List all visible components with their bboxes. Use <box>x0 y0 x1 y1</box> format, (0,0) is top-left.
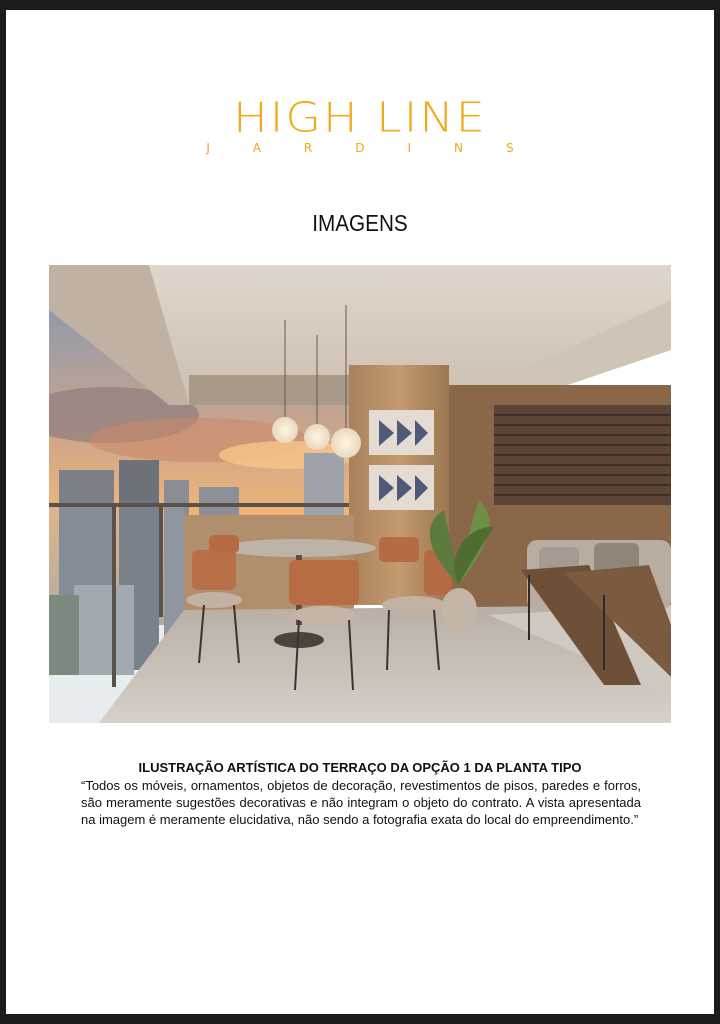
brand-logo <box>6 94 714 156</box>
logo-subtitle-text: JARDINS <box>206 141 557 155</box>
section-title: IMAGENS <box>312 210 408 236</box>
document-page <box>6 10 714 1014</box>
image-caption-title: ILUSTRAÇÃO ARTÍSTICA DO TERRAÇO DA OPÇÃO 1 DA PLANTA TIPO <box>138 760 582 775</box>
terrace-illustration-image <box>49 265 671 723</box>
image-disclaimer-text: “Todos os móveis, ornamentos, objetos de decoração, revestimentos de pisos, paredes e forros, são meramente sugestões decorativas e não integram o objeto do contrato. A vista apresentada na imagem é meramente elucidativa, não sendo a fotografia exata do local do empreendimento.” <box>81 778 641 827</box>
logo-brand-text: HIGH LINE <box>233 92 487 142</box>
